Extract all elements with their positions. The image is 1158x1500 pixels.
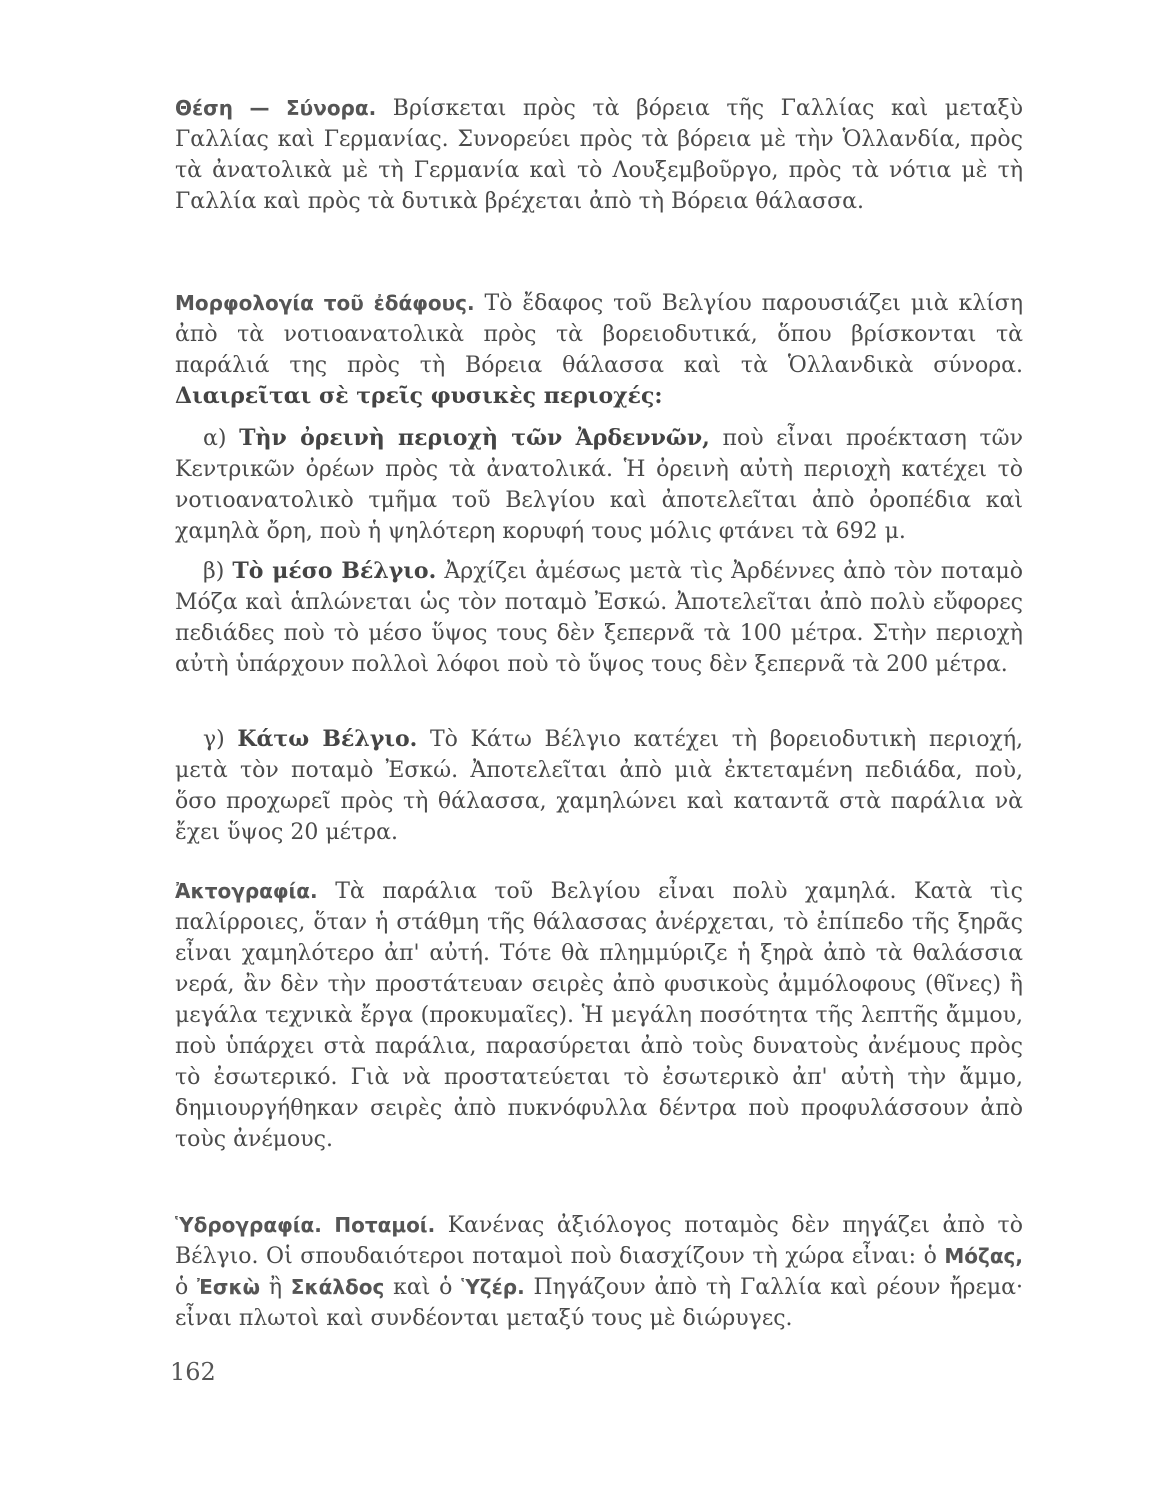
text-region-a: ποὺ εἶναι προέκταση τῶν Κεντρικῶν ὀρέων πρὸς τὰ ἀνατολικά. Ἡ ὀρεινὴ αὐτὴ περιοχὴ κατέχει τὸ νοτιοανατολικὸ τμῆμα τοῦ Βελγίου καὶ ἀποτελεῖται ἀπὸ ὀροπέδια καὶ χαμηλὰ ὄρη, ποὺ ἡ ψηλότερη κορυφή τους μόλις φτάνει τὰ 692 μ. [175,426,1024,544]
paragraph-coast [175,876,1023,1155]
text-o: ὁ [175,1275,189,1300]
river-yzer: Ὑζέρ. [461,1275,525,1299]
text-and: καὶ ὁ [393,1275,453,1300]
label-c: γ) [203,727,225,752]
river-skaldos: Σκάλδος [290,1275,385,1299]
river-mozas: Μόζας, [944,1244,1024,1268]
text-location: Βρίσκεται πρὸς τὰ βόρεια τῆς Γαλλίας καὶ μεταξὺ Γαλλίας καὶ Γερμανίας. Συνορεύει πρὸς τὰ βόρεια μὲ τὴν Ὁλλανδία, πρὸς τὰ ἀνατολικὰ μὲ τὴ Γερμανία καὶ τὸ Λουξεμβοῦργο, πρὸς τὰ νότια μὲ τὴ Γαλλία καὶ πρὸς τὰ δυτικὰ βρέχεται ἀπὸ τὴ Βόρεια θάλασσα. [175,96,1024,214]
text-or: ἢ [268,1275,282,1300]
text-region-b: Ἀρχίζει ἀμέσως μετὰ τὶς Ἀρδέννες ἀπὸ τὸν ποταμὸ Μόζα καὶ ἁπλώνεται ὡς τὸν ποταμὸ Ἐσκώ. Ἀποτελεῖται ἀπὸ πολὺ εὔφορες πεδιάδες ποὺ τὸ μέσο ὕψος τους δὲν ξεπερνᾶ τὰ 100 μέτρα. Στὴν περιοχὴ αὐτὴ ὑπάρχουν πολλοὶ λόφοι ποὺ τὸ ὕψος τους δὲν ξεπερνᾶ τὰ 200 μέτρα. [175,559,1024,677]
label-a: α) [203,426,227,451]
heading-location: Θέση — Σύνορα. [175,96,377,120]
paragraph-region-b [175,556,1023,680]
paragraph-region-c [175,724,1023,848]
page-number: 162 [170,1358,216,1386]
heading-morphology: Μορφολογία τοῦ ἐδάφους. [175,291,475,315]
text-divides: Διαιρεῖται σὲ τρεῖς φυσικὲς περιοχές: [175,383,663,409]
text-region-c: Τὸ Κάτω Βέλγιο κατέχει τὴ βορειοδυτικὴ περιοχή, μετὰ τὸν ποταμὸ Ἐσκώ. Ἀποτελεῖται ἀπὸ μιὰ ἐκτεταμένη πεδιάδα, ποὺ, ὅσο προχωρεῖ πρὸς τὴ θάλασσα, χαμηλώνει καὶ καταντᾶ στὰ παράλια νὰ ἔχει ὕψος 20 μέτρα. [175,727,1023,845]
heading-hydro: Ὑδρογραφία. Ποταμοί. [175,1213,436,1237]
text-morphology: Τὸ ἔδαφος τοῦ Βελγίου παρουσιάζει μιὰ κλίση ἀπὸ τὰ νοτιοανατολικὰ πρὸς τὰ βορειοδυτικά, ὅπου βρίσκονται τὰ παράλιά της πρὸς τὴ Βόρεια θάλασσα καὶ τὰ Ὁλλανδικὰ σύνορα. [175,291,1024,378]
text-hydro-2: Πηγάζουν ἀπὸ τὴ Γαλλία καὶ ρέουν ἤρεμα· εἶναι πλωτοὶ καὶ συνδέονται μεταξύ τους μὲ διώρυγες. [175,1275,1023,1331]
river-esko: Ἐσκὼ [197,1275,261,1299]
text-hydro-1: Κανένας ἀξιόλογος ποταμὸς δὲν πηγάζει ἀπὸ τὸ Βέλγιο. Οἱ σπουδαιότεροι ποταμοὶ ποὺ διασχίζουν τὴ χώρα εἶναι: ὁ [175,1213,1023,1269]
heading-region-a: Τὴν ὀρεινὴ περιοχὴ τῶν Ἀρδεννῶν, [239,425,710,451]
paragraph-location [175,93,1023,217]
text-coast: Τὰ παράλια τοῦ Βελγίου εἶναι πολὺ χαμηλά. Κατὰ τὶς παλίρροιες, ὅταν ἡ στάθμη τῆς θάλασσας ἀνέρχεται, τὸ ἐπίπεδο τῆς ξηρᾶς εἶναι χαμηλότερο ἀπ' αὐτή. Τότε θὰ πλημμύριζε ἡ ξηρὰ ἀπὸ τὰ θαλάσσια νερά, ἂν δὲν τὴν προστάτευαν σειρὲς ἀπὸ φυσικοὺς ἀμμόλοφους (θῖνες) ἢ μεγάλα τεχνικὰ ἔργα (προκυμαῖες). Ἡ μεγάλη ποσότητα τῆς λεπτῆς ἄμμου, ποὺ ὑπάρχει στὰ παράλια, παρασύρεται ἀπὸ τοὺς δυνατοὺς ἀνέμους πρὸς τὸ ἐσωτερικό. Γιὰ νὰ προστατεύεται τὸ ἐσωτερικὸ ἀπ' αὐτὴ τὴν ἄμμο, δημιουργήθηκαν σειρὲς ἀπὸ πυκνόφυλλα δέντρα ποὺ προφυλάσσουν ἀπὸ τοὺς ἀνέμους. [175,879,1024,1152]
heading-coast: Ἀκτογραφία. [175,879,318,903]
paragraph-region-a [175,423,1023,547]
paragraph-hydro [175,1210,1023,1334]
heading-region-b: Τὸ μέσο Βέλγιο. [232,558,437,584]
heading-region-c: Κάτω Βέλγιο. [237,726,418,752]
paragraph-morphology [175,288,1023,412]
label-b: β) [203,559,225,584]
